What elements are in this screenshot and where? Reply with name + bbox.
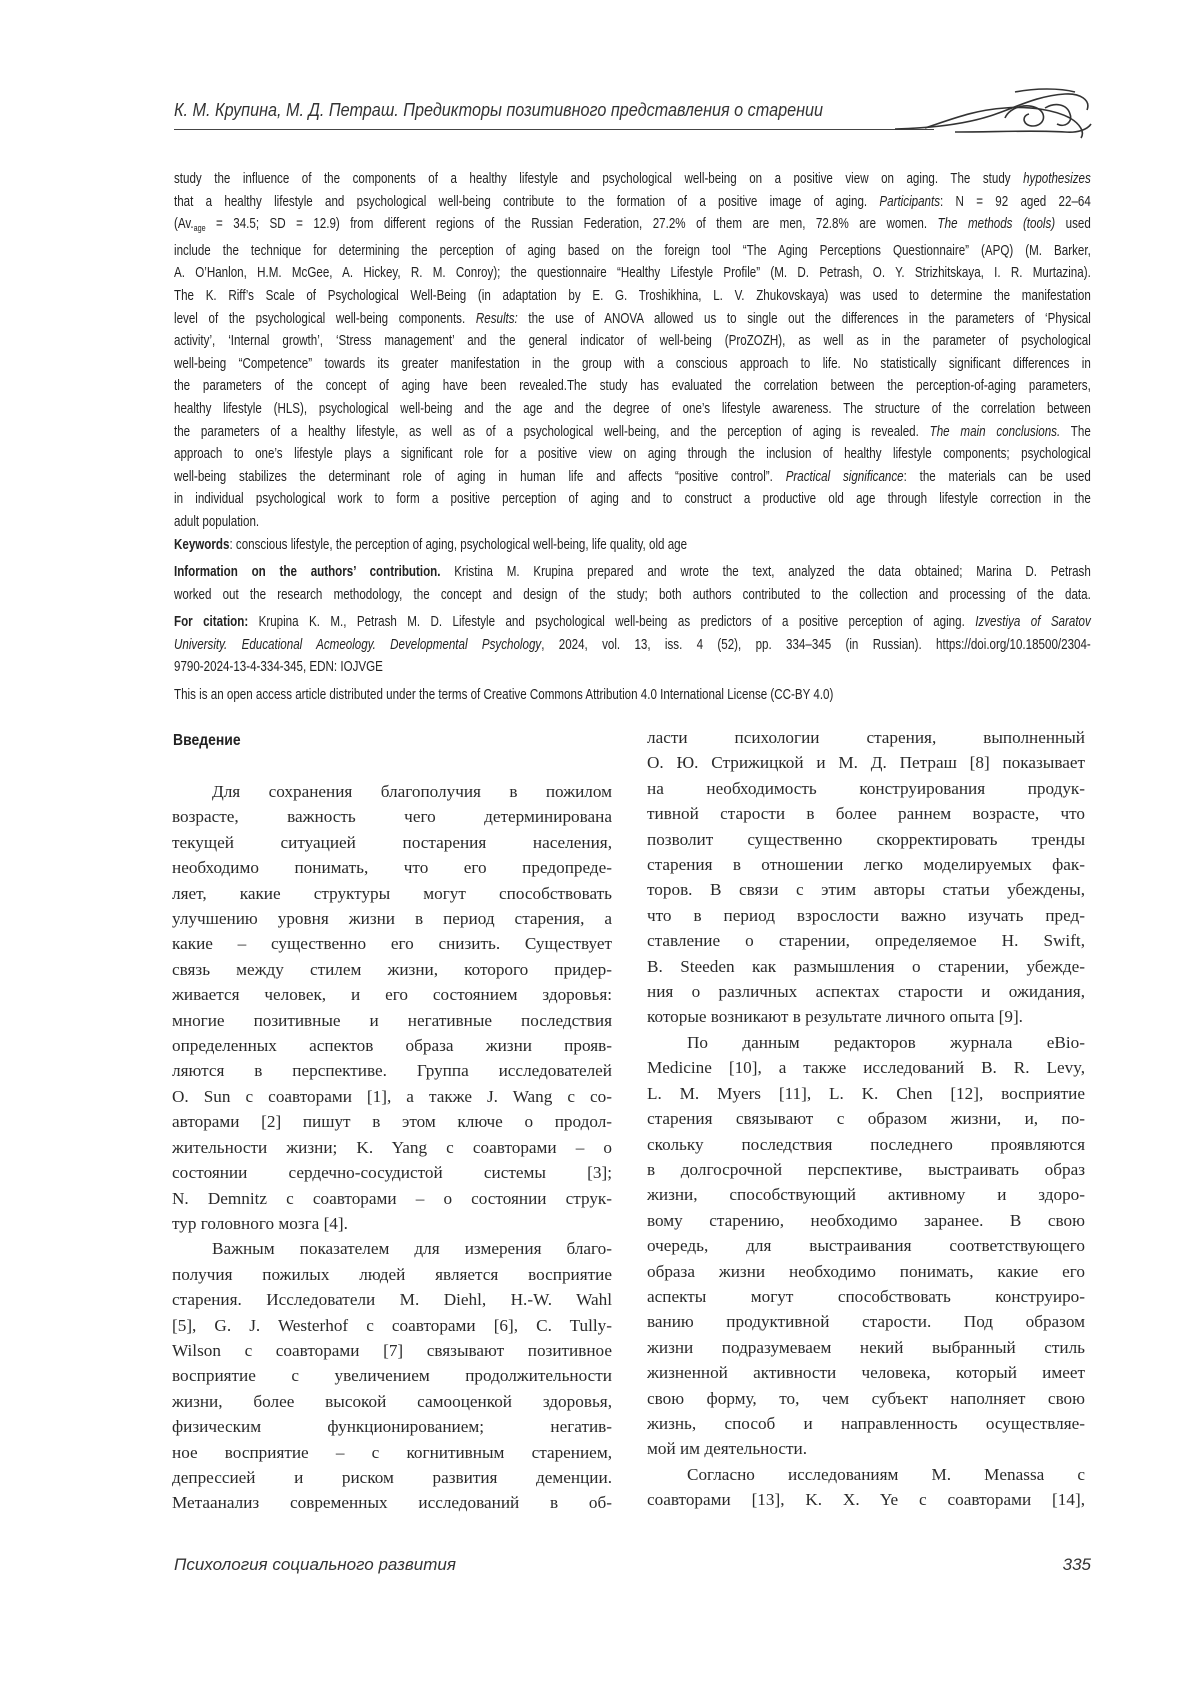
abstract-line <box>174 534 1091 557</box>
italic-text: Participants <box>879 194 940 210</box>
body-text-line: в долгосрочной перспективе, выстраивать образ <box>647 1157 1085 1182</box>
abstract-line <box>174 353 1091 376</box>
abstract-line <box>174 191 1091 214</box>
body-text-line: Wilson с соавторами [7] связывают позитивное <box>172 1338 612 1363</box>
abstract-line <box>174 684 1091 707</box>
body-text-line: возрасте, важность чего детерминирована <box>172 804 612 829</box>
abstract-line <box>174 511 1091 534</box>
body-text-line: мой им деятельности. <box>647 1436 1085 1461</box>
text-segment: the use of ANOVA allowed us to single out the differences in the parameters of ‘Physical <box>518 311 1091 327</box>
text-segment: , 2024, vol. 13, iss. 4 (52), pp. 334–345 (in Russian). https://doi.org/10.18500/2304- <box>541 637 1091 653</box>
section-heading: Введение <box>173 732 241 750</box>
body-text-line: на необходимость конструирования продук- <box>647 776 1085 801</box>
body-text-line: Согласно исследованиям M. Menassa с <box>647 1462 1085 1487</box>
text-segment: : the materials can be used <box>904 469 1091 485</box>
body-text-line: ляет, какие структуры могут способствовать <box>172 881 612 906</box>
body-text-line: необходимо понимать, что его предопреде- <box>172 855 612 880</box>
body-text-line: улучшению уровня жизни в период старения, а <box>172 906 612 931</box>
abstract-line <box>174 611 1091 634</box>
text-segment: well-being “Competence” towards its greater manifestation in the group with a conscious approach to life. No statistically significant differences in <box>174 356 1091 372</box>
body-text-line: восприятие с увеличением продолжительности <box>172 1363 612 1388</box>
body-column-right <box>647 725 1085 1513</box>
body-text-line: получия пожилых людей является восприятие <box>172 1262 612 1287</box>
body-text-line: физическим функционированием; негатив- <box>172 1414 612 1439</box>
text-segment: study the influence of the components of a healthy lifestyle and psychological well-being on a positive view on aging. The study <box>174 171 1023 187</box>
abstract-line <box>174 421 1091 444</box>
body-text-line: которые возникают в результате личного опыта [9]. <box>647 1004 1085 1029</box>
text-segment: that a healthy lifestyle and psychological well-being contribute to the formation of a positive image of aging. <box>174 194 879 210</box>
body-text-line: скольку последствия последнего проявляются <box>647 1132 1085 1157</box>
body-text-line: ния о различных аспектах старости и ожидания, <box>647 979 1085 1004</box>
body-text-line: жизненной активности человека, который имеет <box>647 1360 1085 1385</box>
body-text-line: свою форму, то, чем субъект наполняет свою <box>647 1386 1085 1411</box>
body-text-line: жительности жизни; K. Yang с соавторами – о <box>172 1135 612 1160</box>
body-text-line: ласти психологии старения, выполненный <box>647 725 1085 750</box>
body-text-line: Для сохранения благополучия в пожилом <box>172 779 612 804</box>
body-text-line: старения в отношении легко моделируемых фак- <box>647 852 1085 877</box>
body-text-line: очередь, для выстраивания соответствующего <box>647 1233 1085 1258</box>
body-text-line: Важным показателем для измерения благо- <box>172 1236 612 1261</box>
text-segment: The <box>1060 424 1091 440</box>
abstract-line <box>174 584 1091 607</box>
abstract-line <box>174 488 1091 511</box>
abstract-line <box>174 240 1091 263</box>
body-text-line: вому старению, необходимо заранее. В свою <box>647 1208 1085 1233</box>
body-text-line: Medicine [10], а также исследований B. R. Levy, <box>647 1055 1085 1080</box>
abstract-line <box>174 398 1091 421</box>
body-text-line: соавторами [13], K. X. Ye с соавторами [14], <box>647 1487 1085 1512</box>
abstract-line <box>174 443 1091 466</box>
body-text-line: L. M. Myers [11], L. K. Chen [12], восприятие <box>647 1081 1085 1106</box>
text-segment: This is an open access article distributed under the terms of Creative Commons Attribution 4.0 International License (CC-BY 4.0) <box>174 687 833 703</box>
italic-text: University. Educational Acmeology. Developmental Psychology <box>174 637 541 653</box>
text-segment: activity’, ‘Internal growth’, ‘Stress management’ and the general indicator of well-being (ProZOZH), as well as in the parameter of psychological <box>174 333 1091 349</box>
body-text-line: образа жизни необходимо понимать, какие его <box>647 1259 1085 1284</box>
abstract-line <box>174 656 1091 679</box>
text-segment: level of the psychological well-being components. <box>174 311 476 327</box>
text-segment: worked out the research methodology, the concept and design of the study; both authors contributed to the collection and processing of the data. <box>174 587 1091 603</box>
text-segment: approach to one’s lifestyle plays a significant role for a positive view on aging through the inclusion of healthy lifestyle components; psychological <box>174 446 1091 462</box>
italic-text: Results: <box>476 311 518 327</box>
body-text-line: O. Sun с соавторами [1], а также J. Wang с со- <box>172 1084 612 1109</box>
body-text-line: старения связывают с образом жизни, и, по- <box>647 1106 1085 1131</box>
text-segment: : conscious lifestyle, the perception of aging, psychological well-being, life quality, old age <box>229 537 687 553</box>
text-segment: used <box>1055 216 1091 232</box>
text-segment: adult population. <box>174 514 259 530</box>
italic-text: Practical significance <box>786 469 904 485</box>
body-text-line: Метаанализ современных исследований в об- <box>172 1490 612 1515</box>
body-text-line: что в период взрослости важно изучать пред- <box>647 903 1085 928</box>
abstract-line <box>174 375 1091 398</box>
body-text-line: торов. В связи с этим авторы статьи убеждены, <box>647 877 1085 902</box>
body-text-line: жизни подразумеваем некий выбранный стиль <box>647 1335 1085 1360</box>
journal-section-footer: Психология социального развития <box>174 1555 456 1575</box>
body-text-line: какие – существенно его снизить. Существует <box>172 931 612 956</box>
body-text-line: По данным редакторов журнала eBio- <box>647 1030 1085 1055</box>
body-text-line: живается человек, и его состоянием здоровья: <box>172 982 612 1007</box>
body-text-line: жизни, более высокой самооценкой здоровья, <box>172 1389 612 1414</box>
body-text-line: жизнь, способ и направленность осуществляе- <box>647 1411 1085 1436</box>
bold-label: Information on the authors’ contribution. <box>174 564 440 580</box>
abstract-line <box>174 466 1091 489</box>
body-text-line: состоянии сердечно-сосудистой системы [3]; <box>172 1160 612 1185</box>
body-text-line: многие позитивные и негативные последствия <box>172 1008 612 1033</box>
body-text-line: связь между стилем жизни, которого придер- <box>172 957 612 982</box>
body-text-line: текущей ситуацией постарения населения, <box>172 830 612 855</box>
body-text-line: определенных аспектов образа жизни прояв- <box>172 1033 612 1058</box>
text-segment: the parameters of the concept of aging have been revealed.The study has evaluated the correlation between the perception-of-aging parameters, <box>174 378 1091 394</box>
abstract-line <box>174 634 1091 657</box>
text-segment: Kristina M. Krupina prepared and wrote the text, analyzed the data obtained; Marina D. Petrash <box>440 564 1090 580</box>
text-segment: healthy lifestyle (HLS), psychological well-being and the age and the degree of one’s lifestyle awareness. The structure of the correlation between <box>174 401 1091 417</box>
body-text-line: жизни, способствующий активному и здоро- <box>647 1182 1085 1207</box>
bold-label: Keywords <box>174 537 229 553</box>
body-column-left <box>172 779 612 1516</box>
body-text-line: аспекты могут способствовать конструиро- <box>647 1284 1085 1309</box>
text-segment: A. O’Hanlon, H.M. McGee, A. Hickey, R. M. Conroy); the questionnaire “Healthy Lifestyle Profile” (M. D. Petrash, O. Y. Strizhitskaya, I. R. Murtazina). <box>174 265 1091 281</box>
body-text-line: депрессией и риском развития деменции. <box>172 1465 612 1490</box>
text-segment: = 34.5; SD = 12.9) from different regions of the Russian Federation, 27.2% of them are men, 72.8% are women. <box>206 216 938 232</box>
abstract-line <box>174 168 1091 191</box>
text-segment: Krupina K. M., Petrash M. D. Lifestyle and psychological well-being as predictors of a positive perception of aging. <box>248 614 975 630</box>
running-header: К. М. Крупина, М. Д. Петраш. Предикторы позитивного представления о старении <box>174 100 823 121</box>
body-text-line: позволит существенно скорректировать тренды <box>647 827 1085 852</box>
abstract-block <box>174 168 1091 707</box>
abstract-line <box>174 330 1091 353</box>
text-segment: age <box>194 223 206 233</box>
bold-label: For citation: <box>174 614 248 630</box>
body-text-line: ставление о старении, определяемое H. Swift, <box>647 928 1085 953</box>
text-segment: include the technique for determining the perception of aging based on the foreign tool “The Aging Perceptions Questionnaire” (APQ) (M. Barker, <box>174 243 1091 259</box>
body-text-line: авторами [2] пишут в этом ключе о продол- <box>172 1109 612 1134</box>
header-rule <box>174 129 934 130</box>
body-text-line: ванию продуктивной старости. Под образом <box>647 1309 1085 1334</box>
body-text-line: тур головного мозга [4]. <box>172 1211 612 1236</box>
abstract-line <box>174 213 1091 240</box>
body-text-line: B. Steeden как размышления о старении, убежде- <box>647 954 1085 979</box>
body-text-line: тивной старости в более раннем возрасте, что <box>647 801 1085 826</box>
italic-text: hypothesizes <box>1023 171 1091 187</box>
abstract-line <box>174 561 1091 584</box>
text-segment: The K. Riff’s Scale of Psychological Well-Being (in adaptation by E. G. Troshikhina, L. V. Zhukovskaya) was used to determine the manifestation <box>174 288 1091 304</box>
text-segment: well-being stabilizes the determinant role of aging in human life and affects “positive control”. <box>174 469 786 485</box>
body-text-line: ное восприятие – с когнитивным старением, <box>172 1440 612 1465</box>
italic-text: Izvestiya of Saratov <box>975 614 1091 630</box>
body-text-line: старения. Исследователи M. Diehl, H.-W. Wahl <box>172 1287 612 1312</box>
page-number: 335 <box>1063 1555 1091 1575</box>
abstract-line <box>174 308 1091 331</box>
text-segment: in individual psychological work to form a positive perception of aging and to construct a productive old age through lifestyle correction in the <box>174 491 1091 507</box>
text-segment: the parameters of a healthy lifestyle, as well as of a psychological well-being, and the perception of aging is revealed. <box>174 424 930 440</box>
text-segment: (Av. <box>174 216 194 232</box>
body-text-line: [5], G. J. Westerhof с соавторами [6], C. Tully- <box>172 1313 612 1338</box>
ornament-icon <box>895 88 1095 140</box>
abstract-line <box>174 262 1091 285</box>
text-segment: 9790-2024-13-4-334-345, EDN: IOJVGE <box>174 659 383 675</box>
italic-text: The main conclusions. <box>930 424 1061 440</box>
text-segment: : N = 92 aged 22–64 <box>940 194 1091 210</box>
body-text-line: ляются в перспективе. Группа исследователей <box>172 1058 612 1083</box>
abstract-line <box>174 285 1091 308</box>
italic-text: The methods (tools) <box>938 216 1056 232</box>
body-text-line: О. Ю. Стрижицкой и М. Д. Петраш [8] показывает <box>647 750 1085 775</box>
body-text-line: N. Demnitz с соавторами – о состоянии струк- <box>172 1186 612 1211</box>
